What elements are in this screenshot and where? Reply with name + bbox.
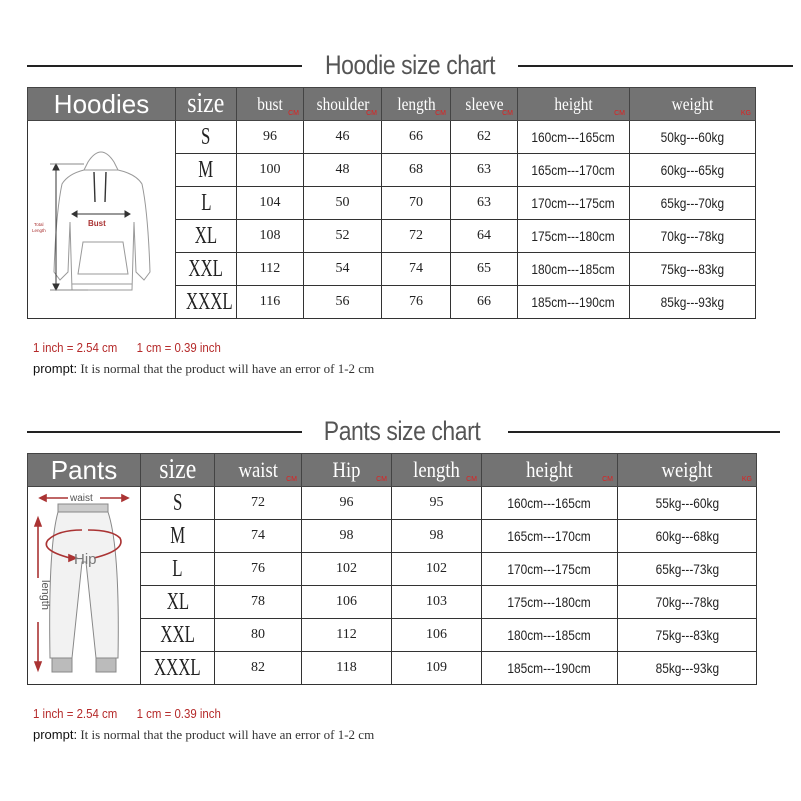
svg-text:Hip: Hip	[74, 550, 97, 568]
svg-text:Total: Total	[34, 221, 44, 227]
pants-section-title	[0, 416, 801, 447]
size-cell: XL	[176, 220, 237, 253]
size-cell: XXXL	[141, 652, 215, 685]
sleeve-cell: 63	[451, 187, 518, 220]
height-cell: 180cm---185cm	[518, 253, 630, 286]
height-cell: 160cm---165cm	[518, 121, 630, 154]
title-rule-left	[27, 65, 302, 67]
waist-cell: 80	[215, 619, 302, 652]
sleeve-cell: 62	[451, 121, 518, 154]
length-cell: 109	[392, 652, 482, 685]
weight-cell: 85kg---93kg	[630, 286, 756, 319]
height-cell: 165cm---170cm	[518, 154, 630, 187]
weight-cell: 75kg---83kg	[618, 619, 757, 652]
length-cell: 66	[382, 121, 451, 154]
pants-title: Pants size chart	[323, 416, 481, 446]
size-header: size	[141, 454, 215, 487]
weight-header: weight KG	[630, 88, 756, 121]
length-cell: 98	[392, 520, 482, 553]
length-cell: 76	[382, 286, 451, 319]
sleeve-header: sleeve CM	[451, 88, 518, 121]
height-cell: 185cm---190cm	[482, 652, 618, 685]
weight-cell: 70kg---78kg	[630, 220, 756, 253]
title-rule-right	[518, 65, 793, 67]
svg-text:waist: waist	[70, 492, 93, 504]
shoulder-cell: 56	[304, 286, 382, 319]
title-rule-left	[27, 431, 302, 433]
size-cell: XXL	[176, 253, 237, 286]
unit-conversion: 1 inch = 2.54 cm 1 cm = 0.39 inch	[33, 340, 221, 355]
weight-cell: 50kg---60kg	[630, 121, 756, 154]
height-cell: 175cm---180cm	[482, 586, 618, 619]
hoodie-section-title	[0, 50, 801, 81]
height-cell: 170cm---175cm	[518, 187, 630, 220]
error-prompt: prompt: It is normal that the product will have an error of 1-2 cm	[33, 727, 375, 742]
height-cell: 180cm---185cm	[482, 619, 618, 652]
size-cell: M	[141, 520, 215, 553]
size-cell: XXXL	[176, 286, 237, 319]
hoodie-icon	[28, 122, 174, 318]
bust-cell: 112	[237, 253, 304, 286]
svg-text:Bust: Bust	[88, 218, 106, 228]
hoodie-category-header: Hoodies	[28, 88, 176, 121]
length-cell: 68	[382, 154, 451, 187]
svg-text:length: length	[39, 579, 51, 610]
weight-header: weight KG	[618, 454, 757, 487]
hip-cell: 106	[302, 586, 392, 619]
weight-cell: 85kg---93kg	[618, 652, 757, 685]
height-header: height CM	[482, 454, 618, 487]
height-cell: 175cm---180cm	[518, 220, 630, 253]
length-cell: 70	[382, 187, 451, 220]
bust-cell: 108	[237, 220, 304, 253]
weight-cell: 65kg---70kg	[630, 187, 756, 220]
shoulder-header: shoulder CM	[304, 88, 382, 121]
shoulder-cell: 48	[304, 154, 382, 187]
pants-category-header: Pants	[28, 454, 141, 487]
waist-cell: 74	[215, 520, 302, 553]
shoulder-cell: 52	[304, 220, 382, 253]
height-cell: 165cm---170cm	[482, 520, 618, 553]
length-header: length CM	[392, 454, 482, 487]
title-rule-right	[508, 431, 780, 433]
size-cell: M	[176, 154, 237, 187]
hip-cell: 102	[302, 553, 392, 586]
weight-cell: 60kg---68kg	[618, 520, 757, 553]
length-cell: 103	[392, 586, 482, 619]
hip-header: Hip CM	[302, 454, 392, 487]
length-cell: 95	[392, 487, 482, 520]
bust-cell: 96	[237, 121, 304, 154]
height-cell: 170cm---175cm	[482, 553, 618, 586]
length-cell: 74	[382, 253, 451, 286]
height-cell: 160cm---165cm	[482, 487, 618, 520]
size-cell: L	[141, 553, 215, 586]
pants-notes	[33, 706, 374, 743]
sleeve-cell: 64	[451, 220, 518, 253]
waist-cell: 78	[215, 586, 302, 619]
length-cell: 106	[392, 619, 482, 652]
weight-cell: 60kg---65kg	[630, 154, 756, 187]
hip-cell: 96	[302, 487, 392, 520]
weight-cell: 70kg---78kg	[618, 586, 757, 619]
waist-cell: 72	[215, 487, 302, 520]
waist-header: waist CM	[215, 454, 302, 487]
size-cell: S	[141, 487, 215, 520]
unit-conversion: 1 inch = 2.54 cm 1 cm = 0.39 inch	[33, 706, 221, 721]
weight-cell: 55kg---60kg	[618, 487, 757, 520]
bust-header: bust CM	[237, 88, 304, 121]
shoulder-cell: 50	[304, 187, 382, 220]
length-cell: 72	[382, 220, 451, 253]
pants-size-table	[27, 453, 757, 685]
sleeve-cell: 65	[451, 253, 518, 286]
weight-cell: 65kg---73kg	[618, 553, 757, 586]
hoodie-title: Hoodie size chart	[325, 50, 496, 80]
hoodie-header-row	[28, 88, 756, 121]
height-header: height CM	[518, 88, 630, 121]
bust-cell: 116	[237, 286, 304, 319]
sleeve-cell: 63	[451, 154, 518, 187]
weight-cell: 75kg---83kg	[630, 253, 756, 286]
bust-cell: 100	[237, 154, 304, 187]
size-cell: S	[176, 121, 237, 154]
hip-cell: 98	[302, 520, 392, 553]
bust-cell: 104	[237, 187, 304, 220]
shoulder-cell: 54	[304, 253, 382, 286]
hip-cell: 118	[302, 652, 392, 685]
table-row	[28, 121, 756, 154]
error-prompt: prompt: It is normal that the product will have an error of 1-2 cm	[33, 361, 375, 376]
size-cell: XL	[141, 586, 215, 619]
length-header: length CM	[382, 88, 451, 121]
waist-cell: 82	[215, 652, 302, 685]
waist-cell: 76	[215, 553, 302, 586]
size-cell: L	[176, 187, 237, 220]
pants-header-row	[28, 454, 757, 487]
hoodie-size-table	[27, 87, 756, 319]
svg-text:Length: Length	[32, 227, 46, 233]
length-cell: 102	[392, 553, 482, 586]
sleeve-cell: 66	[451, 286, 518, 319]
hoodie-notes	[33, 340, 374, 377]
hoodie-illustration	[28, 121, 176, 319]
table-row	[28, 487, 757, 520]
height-cell: 185cm---190cm	[518, 286, 630, 319]
pants-illustration	[28, 487, 141, 685]
pants-icon	[28, 488, 139, 684]
shoulder-cell: 46	[304, 121, 382, 154]
size-cell: XXL	[141, 619, 215, 652]
hip-cell: 112	[302, 619, 392, 652]
size-header: size	[176, 88, 237, 121]
